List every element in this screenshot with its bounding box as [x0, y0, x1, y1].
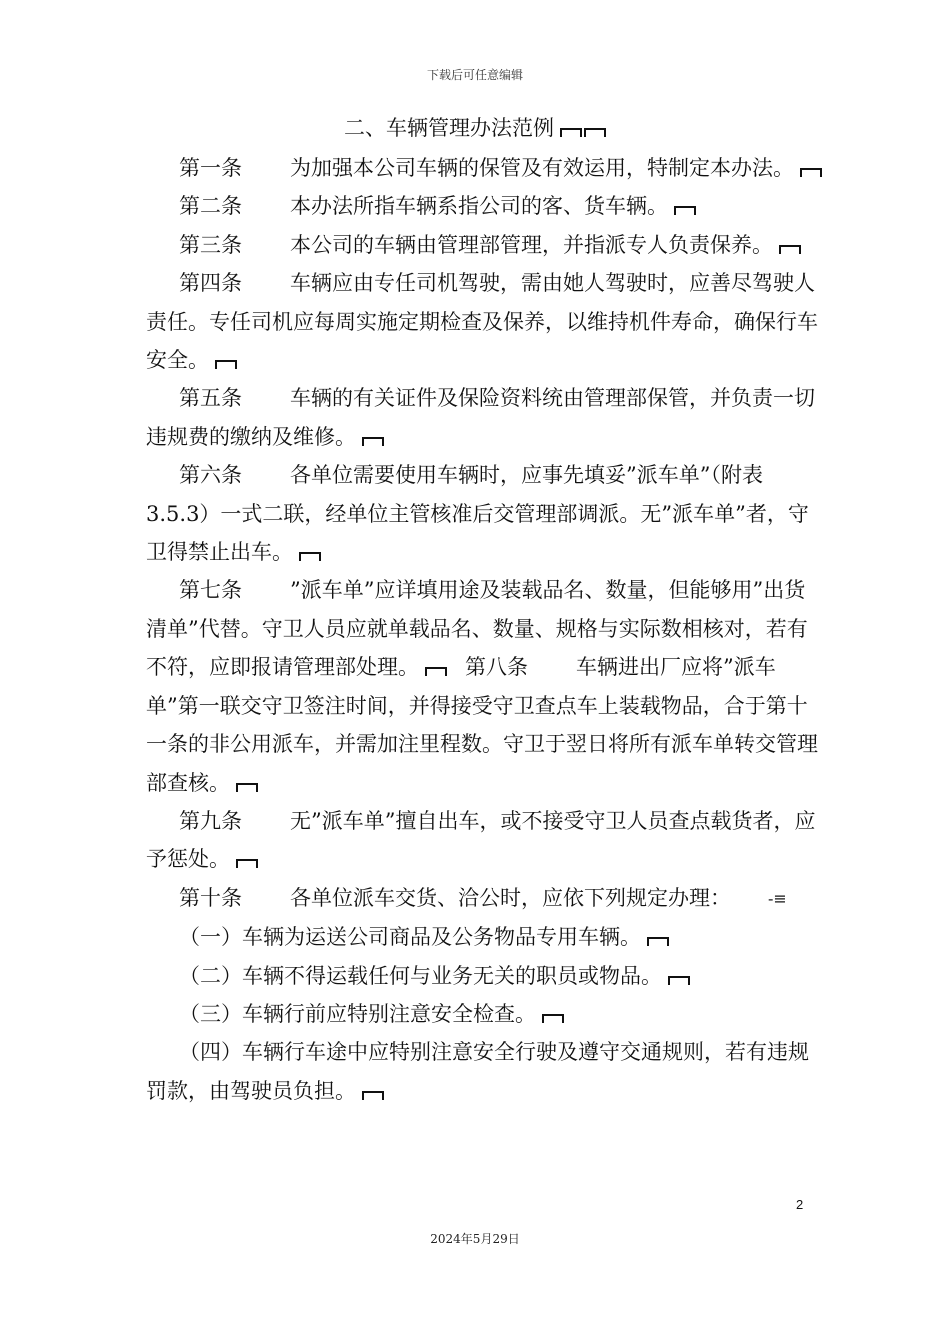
list-mark-icon: -≡	[768, 888, 787, 908]
article-label: 第六条	[179, 463, 242, 488]
article-label: 第四条	[179, 271, 242, 296]
article-label: 第九条	[179, 808, 242, 833]
article-6	[146, 456, 822, 571]
article-text: 为加强本公司车辆的保管及有效运用，特制定本办法。	[290, 156, 794, 180]
paragraph-mark-icon	[779, 245, 801, 254]
article-text: 各单位需要使用车辆时，应事先填妥”派车单”（附表3.5.3）一式二联，经单位主管核准后交管理部调派。无”派车单”者，守卫得禁止出车。	[146, 463, 809, 565]
list-item-text: （三）车辆行前应特别注意安全检查。	[179, 1001, 536, 1026]
paragraph-mark-icon	[215, 360, 237, 369]
article-9	[146, 802, 822, 879]
paragraph-mark-icon	[800, 168, 822, 177]
article-2	[146, 187, 822, 225]
article-10	[146, 879, 822, 918]
paragraph-mark-icon	[560, 128, 582, 137]
article-text: 车辆进出厂应将”派车单”第一联交守卫签注时间，并得接受守卫查点车上装载物品，合于第十一条的非公用派车，并需加注里程数。守卫于翌日将所有派车单转交管理部查核。	[146, 655, 818, 795]
article-label: 第十条	[179, 885, 242, 910]
paragraph-mark-icon	[668, 976, 690, 985]
article-text: 各单位派车交货、洽公时，应依下列规定办理：	[290, 885, 731, 910]
article-text: 本公司的车辆由管理部管理，并指派专人负责保养。	[290, 232, 773, 257]
page-header: 下载后可任意编辑	[426, 68, 523, 82]
list-item-1	[146, 918, 822, 956]
article-1	[146, 149, 822, 187]
article-label: 第一条	[179, 156, 242, 180]
article-label: 第三条	[179, 232, 242, 257]
article-4	[146, 264, 822, 379]
article-text: 车辆应由专任司机驾驶，需由她人驾驶时，应善尽驾驶人责任。专任司机应每周实施定期检查及保养，以维持机件寿命，确保行车安全。	[146, 271, 818, 373]
paragraph-mark-icon	[584, 128, 606, 137]
article-5	[146, 379, 822, 456]
article-3	[146, 226, 822, 264]
paragraph-mark-icon	[236, 859, 258, 868]
list-item-text: （一）车辆为运送公司商品及公务物品专用车辆。	[179, 925, 641, 950]
article-text: 无”派车单”擅自出车，或不接受守卫人员查点载货者，应予惩处。	[146, 808, 816, 872]
paragraph-mark-icon	[236, 783, 258, 792]
article-text: 车辆的有关证件及保险资料统由管理部保管，并负责一切违规费的缴纳及维修。	[146, 386, 815, 449]
article-label: 第七条	[179, 578, 242, 603]
paragraph-mark-icon	[362, 437, 384, 446]
paragraph-mark-icon	[674, 206, 696, 215]
footer-date: 2024年5月29日	[430, 1232, 520, 1246]
paragraph-mark-icon	[362, 1091, 384, 1100]
article-label: 第五条	[179, 386, 242, 411]
article-label: 第八条	[465, 655, 528, 680]
paragraph-mark-icon	[425, 667, 447, 676]
document-title	[0, 113, 950, 143]
paragraph-mark-icon	[542, 1014, 564, 1023]
document-body	[146, 149, 822, 1110]
list-item-text: （四）车辆行车途中应特别注意安全行驶及遵守交通规则，若有违规罚款，由驾驶员负担。	[146, 1040, 809, 1103]
article-7	[146, 571, 822, 801]
article-text: 本办法所指车辆系指公司的客、货车辆。	[290, 194, 668, 219]
list-item-4	[146, 1033, 822, 1110]
article-label: 第二条	[179, 194, 242, 219]
list-item-2	[146, 957, 822, 995]
document-title-text: 二、车辆管理办法范例	[344, 116, 554, 140]
page-number: 2	[796, 1197, 804, 1212]
list-item-text: （二）车辆不得运载任何与业务无关的职员或物品。	[179, 963, 662, 988]
article-text: ”派车单”应详填用途及装载品名、数量，但能够用”出货清单”代替。守卫人员应就单载品名、数量、规格与实际数相核对，若有不符，应即报请管理部处理。	[146, 578, 808, 680]
paragraph-mark-icon	[299, 552, 321, 561]
paragraph-mark-icon	[647, 937, 669, 946]
list-item-3	[146, 995, 822, 1033]
